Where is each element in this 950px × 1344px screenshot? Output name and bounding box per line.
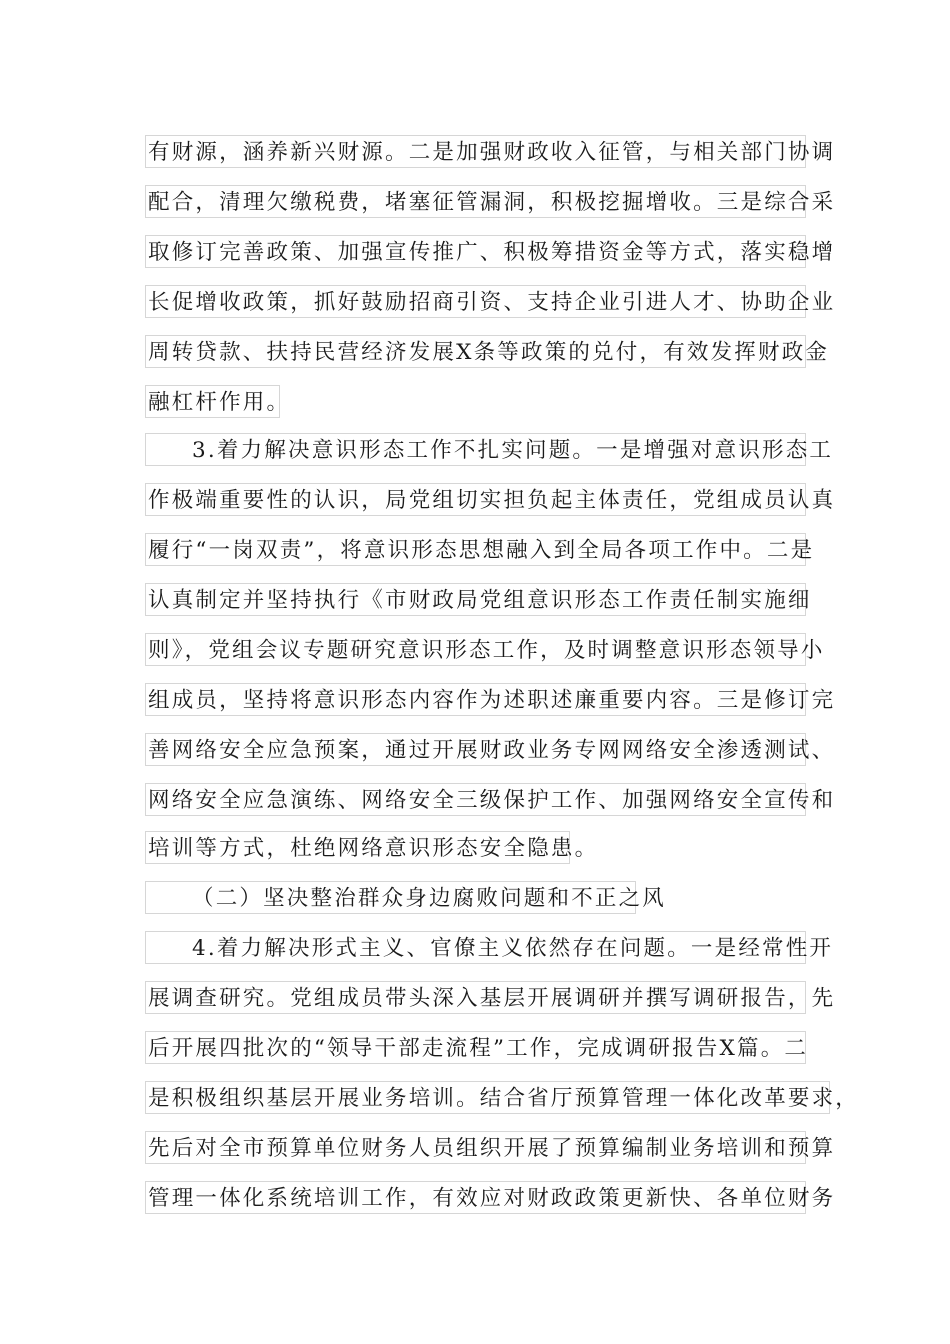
text-line: 善网络安全应急预案，通过开展财政业务专网网络安全渗透测试、 [145,733,806,766]
section-heading: （二）坚决整治群众身边腐败问题和不正之风 [145,881,636,914]
text-line: 后开展四批次的“领导干部走流程”工作，完成调研报告X篇。二 [145,1031,806,1064]
text-line: 网络安全应急演练、网络安全三级保护工作、加强网络安全宣传和 [145,783,806,816]
text-line: 长促增收政策，抓好鼓励招商引资、支持企业引进人才、协助企业 [145,285,806,318]
text-line: 组成员，坚持将意识形态内容作为述职述廉重要内容。三是修订完 [145,683,806,716]
text-line: 则》，党组会议专题研究意识形态工作，及时调整意识形态领导小 [145,633,806,666]
text-line: 展调查研究。党组成员带头深入基层开展调研并撰写调研报告，先 [145,981,806,1014]
paragraph-heading: 4.着力解决形式主义、官僚主义依然存在问题。一是经常性开 [145,931,806,964]
text-line: 配合，清理欠缴税费，堵塞征管漏洞，积极挖掘增收。三是综合采 [145,185,806,218]
text-line: 先后对全市预算单位财务人员组织开展了预算编制业务培训和预算 [145,1131,806,1164]
text-line: 取修订完善政策、加强宣传推广、积极筹措资金等方式，落实稳增 [145,235,806,268]
text-line: 是积极组织基层开展业务培训。结合省厅预算管理一体化改革要求， [145,1081,830,1114]
text-line: 认真制定并坚持执行《市财政局党组意识形态工作责任制实施细 [145,583,806,616]
text-line: 周转贷款、扶持民营经济发展X条等政策的兑付，有效发挥财政金 [145,335,806,368]
text-line: 有财源，涵养新兴财源。二是加强财政收入征管，与相关部门协调 [145,135,806,168]
paragraph-heading: 3.着力解决意识形态工作不扎实问题。一是增强对意识形态工 [145,433,806,466]
text-line: 管理一体化系统培训工作，有效应对财政政策更新快、各单位财务 [145,1181,806,1214]
text-line: 履行“一岗双责”，将意识形态思想融入到全局各项工作中。二是 [145,533,806,566]
text-line: 作极端重要性的认识，局党组切实担负起主体责任，党组成员认真 [145,483,806,516]
text-line: 融杠杆作用。 [145,385,280,418]
text-line: 培训等方式，杜绝网络意识形态安全隐患。 [145,831,570,864]
